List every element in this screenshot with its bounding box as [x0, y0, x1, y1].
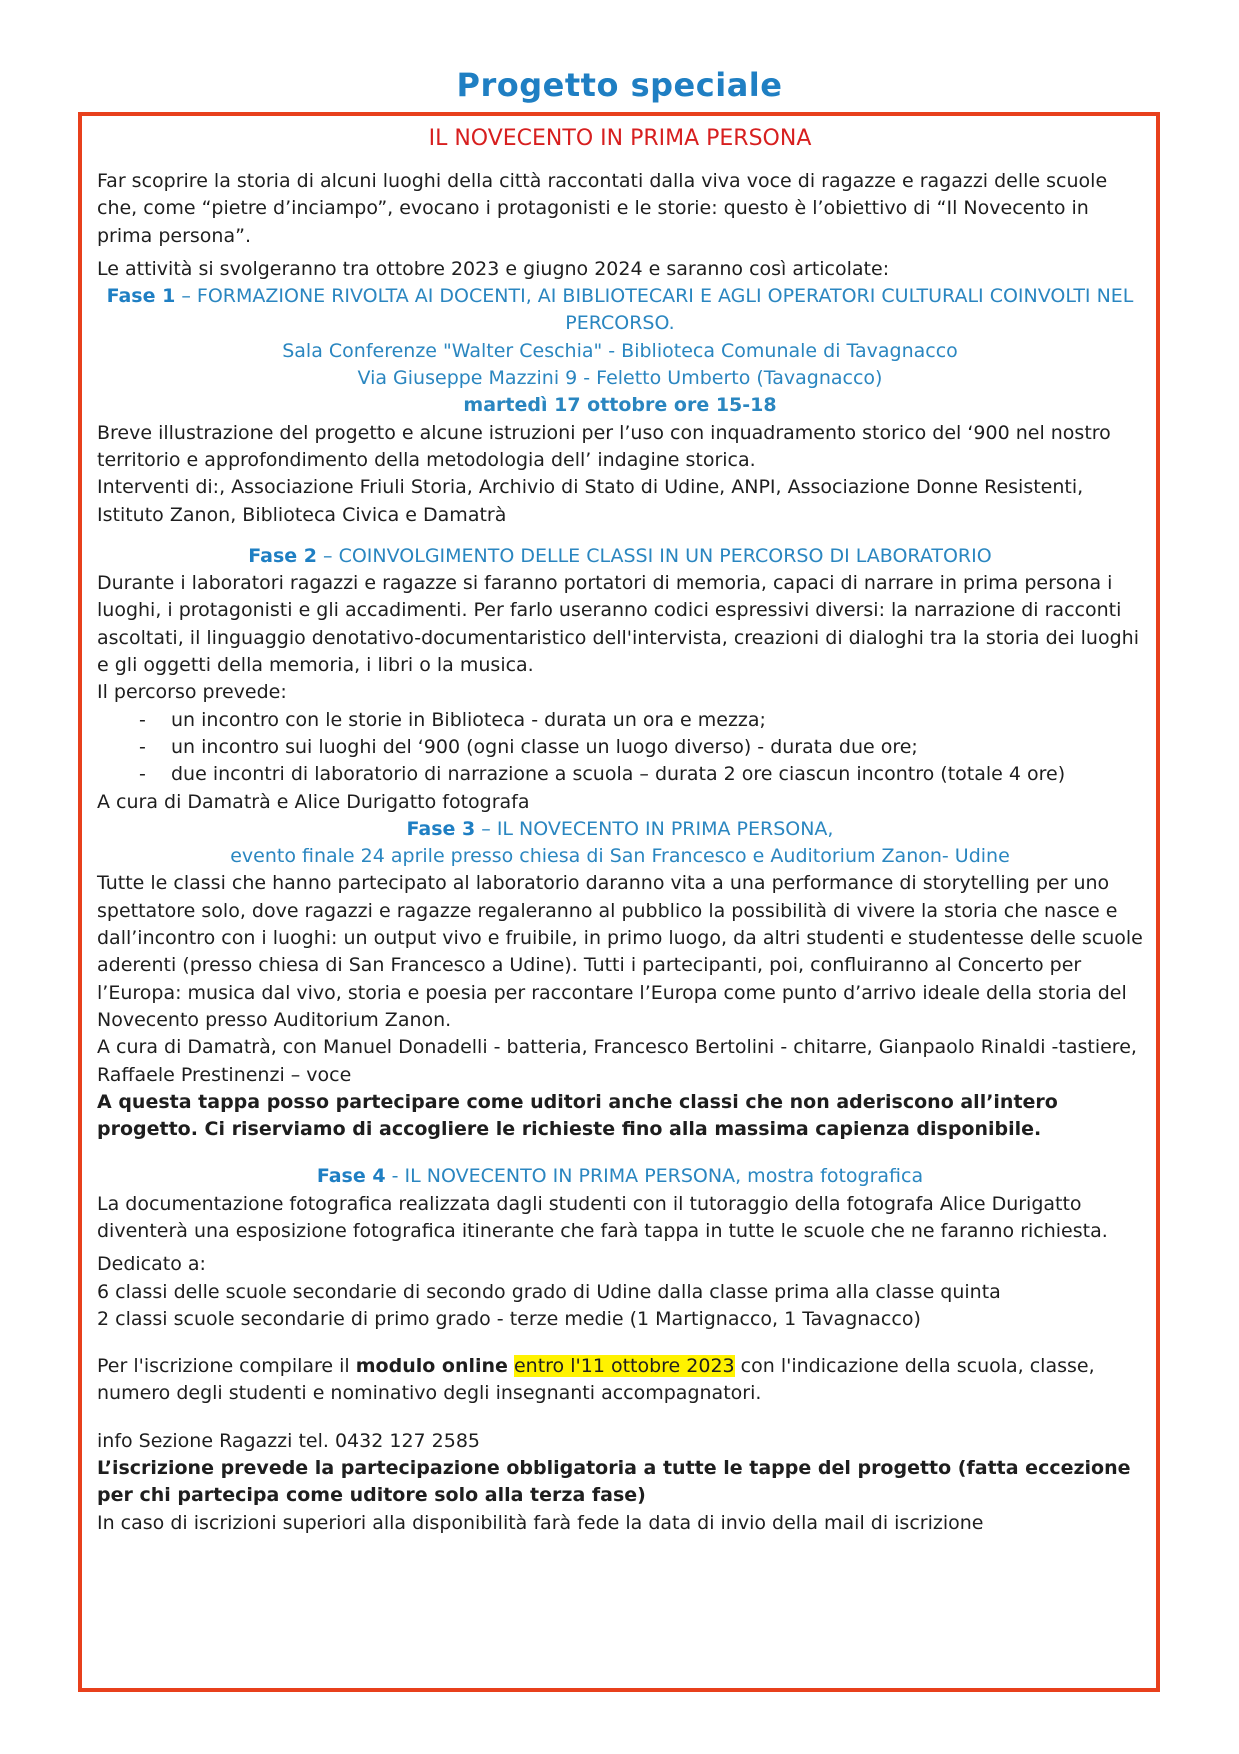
- registration-deadline: entro l'11 ottobre 2023: [513, 1355, 735, 1378]
- schedule-paragraph: Le attività si svolgeranno tra ottobre 2023 e giugno 2024 e saranno così articolate:: [97, 257, 890, 280]
- audience-line-middle: 2 classi scuole secondarie di primo grado - terze medie (1 Martignacco, 1 Tavagnacco): [97, 1307, 921, 1330]
- online-form-link[interactable]: modulo online: [355, 1355, 508, 1378]
- document-body: [97, 124, 1143, 1537]
- list-item: - un incontro con le storie in Biblioteca - durata un ora e mezza;: [139, 707, 1143, 734]
- phase1-label: Fase 1: [106, 285, 176, 308]
- phase1-description: Breve illustrazione del progetto e alcune istruzioni per l’uso con inquadramento storico del ‘900 nel nostro territorio e approfondimento della metodologia dell’ indagine storica.: [97, 421, 1111, 471]
- phase2-credits: A cura di Damatrà e Alice Durigatto fotografa: [97, 790, 530, 813]
- phase1-address: Via Giuseppe Mazzini 9 - Feletto Umberto (Tavagnacco): [357, 367, 883, 390]
- phase3-heading: [97, 816, 1143, 843]
- phase3-note: A questa tappa posso partecipare come uditori anche classi che non aderiscono all’intero progetto. Ci riserviamo di accogliere le richieste fino alla massima capienza disponibile.: [97, 1090, 1058, 1141]
- registration-suffix: con l'indicazione della scuola, classe, numero degli studenti e nominativo degli insegnanti accompagnatori.: [97, 1355, 1095, 1405]
- phase4-description: La documentazione fotografica realizzata dagli studenti con il tutoraggio della fotografa Alice Durigatto diventerà una esposizione fotografica itinerante che farà tappa in tutte le scuole che ne faranno richiesta.: [97, 1192, 1108, 1242]
- phase3-event: evento finale 24 aprile presso chiesa di San Francesco e Auditorium Zanon- Udine: [230, 845, 1010, 868]
- phase1-speakers: Interventi di:, Associazione Friuli Storia, Archivio di Stato di Udine, ANPI, Associazione Donne Resistenti, Istituto Zanon, Biblioteca Civica e Damatrà: [97, 476, 1084, 526]
- registration-paragraph: [97, 1353, 1143, 1408]
- phase2-description: Durante i laboratori ragazzi e ragazze si faranno portatori di memoria, capaci di narrare in prima persona i luoghi, i protagonisti e gli accadimenti. Per farlo useranno codici espressivi diversi: la narrazione di racconti ascoltati, il linguaggio denotativo-documentaristico dell'intervista, creazioni di dialoghi tra la storia dei luoghi e gli oggetti della memoria, i libri o la musica.: [97, 572, 1139, 677]
- phase3-credits: A cura di Damatrà, con Manuel Donadelli - batteria, Francesco Bertolini - chitarre, Gianpaolo Rinaldi -tastiere, Raffaele Prestinenzi – voce: [97, 1036, 1137, 1086]
- phase1-venue: Sala Conferenze "Walter Ceschia" - Biblioteca Comunale di Tavagnacco: [282, 339, 958, 362]
- phase4-label: Fase 4: [316, 1165, 386, 1188]
- phase2-heading: [97, 543, 1143, 570]
- phase1-date: martedì 17 ottobre ore 15-18: [463, 394, 777, 417]
- phase2-label: Fase 2: [248, 544, 317, 567]
- phase2-list-intro: Il percorso prevede:: [97, 681, 287, 704]
- list-item: - due incontri di laboratorio di narrazione a scuola – durata 2 ore ciascun incontro (totale 4 ore): [139, 761, 1143, 788]
- phase2-title: – COINVOLGIMENTO DELLE CLASSI IN UN PERCORSO DI LABORATORIO: [317, 544, 992, 567]
- info-overflow: In caso di iscrizioni superiori alla disponibilità farà fede la data di invio della mail di iscrizione: [97, 1511, 984, 1534]
- phase1-heading: [97, 283, 1143, 338]
- page-title: Progetto speciale: [456, 66, 783, 104]
- phase4-heading: [97, 1163, 1143, 1190]
- project-subtitle: IL NOVECENTO IN PRIMA PERSONA: [428, 126, 812, 151]
- registration-prefix: Per l'iscrizione compilare il: [97, 1355, 356, 1378]
- phase3-label: Fase 3: [406, 817, 476, 840]
- info-contact: info Sezione Ragazzi tel. 0432 127 2585: [97, 1429, 481, 1452]
- list-item: - un incontro sui luoghi del ‘900 (ogni classe un luogo diverso) - durata due ore;: [139, 734, 1143, 761]
- audience-label: Dedicato a:: [97, 1253, 206, 1276]
- phase4-title: - IL NOVECENTO IN PRIMA PERSONA, mostra fotografica: [385, 1165, 924, 1188]
- intro-paragraph: Far scoprire la storia di alcuni luoghi della città raccontati dalla viva voce di ragazze e ragazzi delle scuole che, come “pietre d’inciampo”, evocano i protagonisti e le storie: questo è l’obiettivo di “Il Novecento in prima persona”.: [97, 170, 1108, 247]
- phase3-description: Tutte le classi che hanno partecipato al laboratorio daranno vita a una performance di storytelling per uno spettatore solo, dove ragazzi e ragazze regaleranno al pubblico la possibilità di vivere la storia che nasce e dall’incontro con i luoghi: un output vivo e fruibile, in primo luogo, da altri studenti e studentesse delle scuole aderenti (presso chiesa di San Francesco a Udine). Tutti i partecipanti, poi, confluiranno al Concerto per l’Europa: musica dal vivo, storia e poesia per raccontare l’Europa come punto d’arrivo ideale della storia del Novecento presso Auditorium Zanon.: [97, 872, 1143, 1031]
- phase3-title: – IL NOVECENTO IN PRIMA PERSONA,: [475, 817, 834, 840]
- info-mandatory: L’iscrizione prevede la partecipazione obbligatoria a tutte le tappe del progetto (fatta eccezione per chi partecipa come uditore solo alla terza fase): [97, 1457, 1131, 1507]
- phase1-title: – FORMAZIONE RIVOLTA AI DOCENTI, AI BIBLIOTECARI E AGLI OPERATORI CULTURALI COINVOLTI NEL PERCORSO.: [175, 285, 1134, 335]
- audience-line-secondary: 6 classi delle scuole secondarie di secondo grado di Udine dalla classe prima alla classe quinta: [97, 1280, 1001, 1303]
- phase2-list: [97, 707, 1143, 789]
